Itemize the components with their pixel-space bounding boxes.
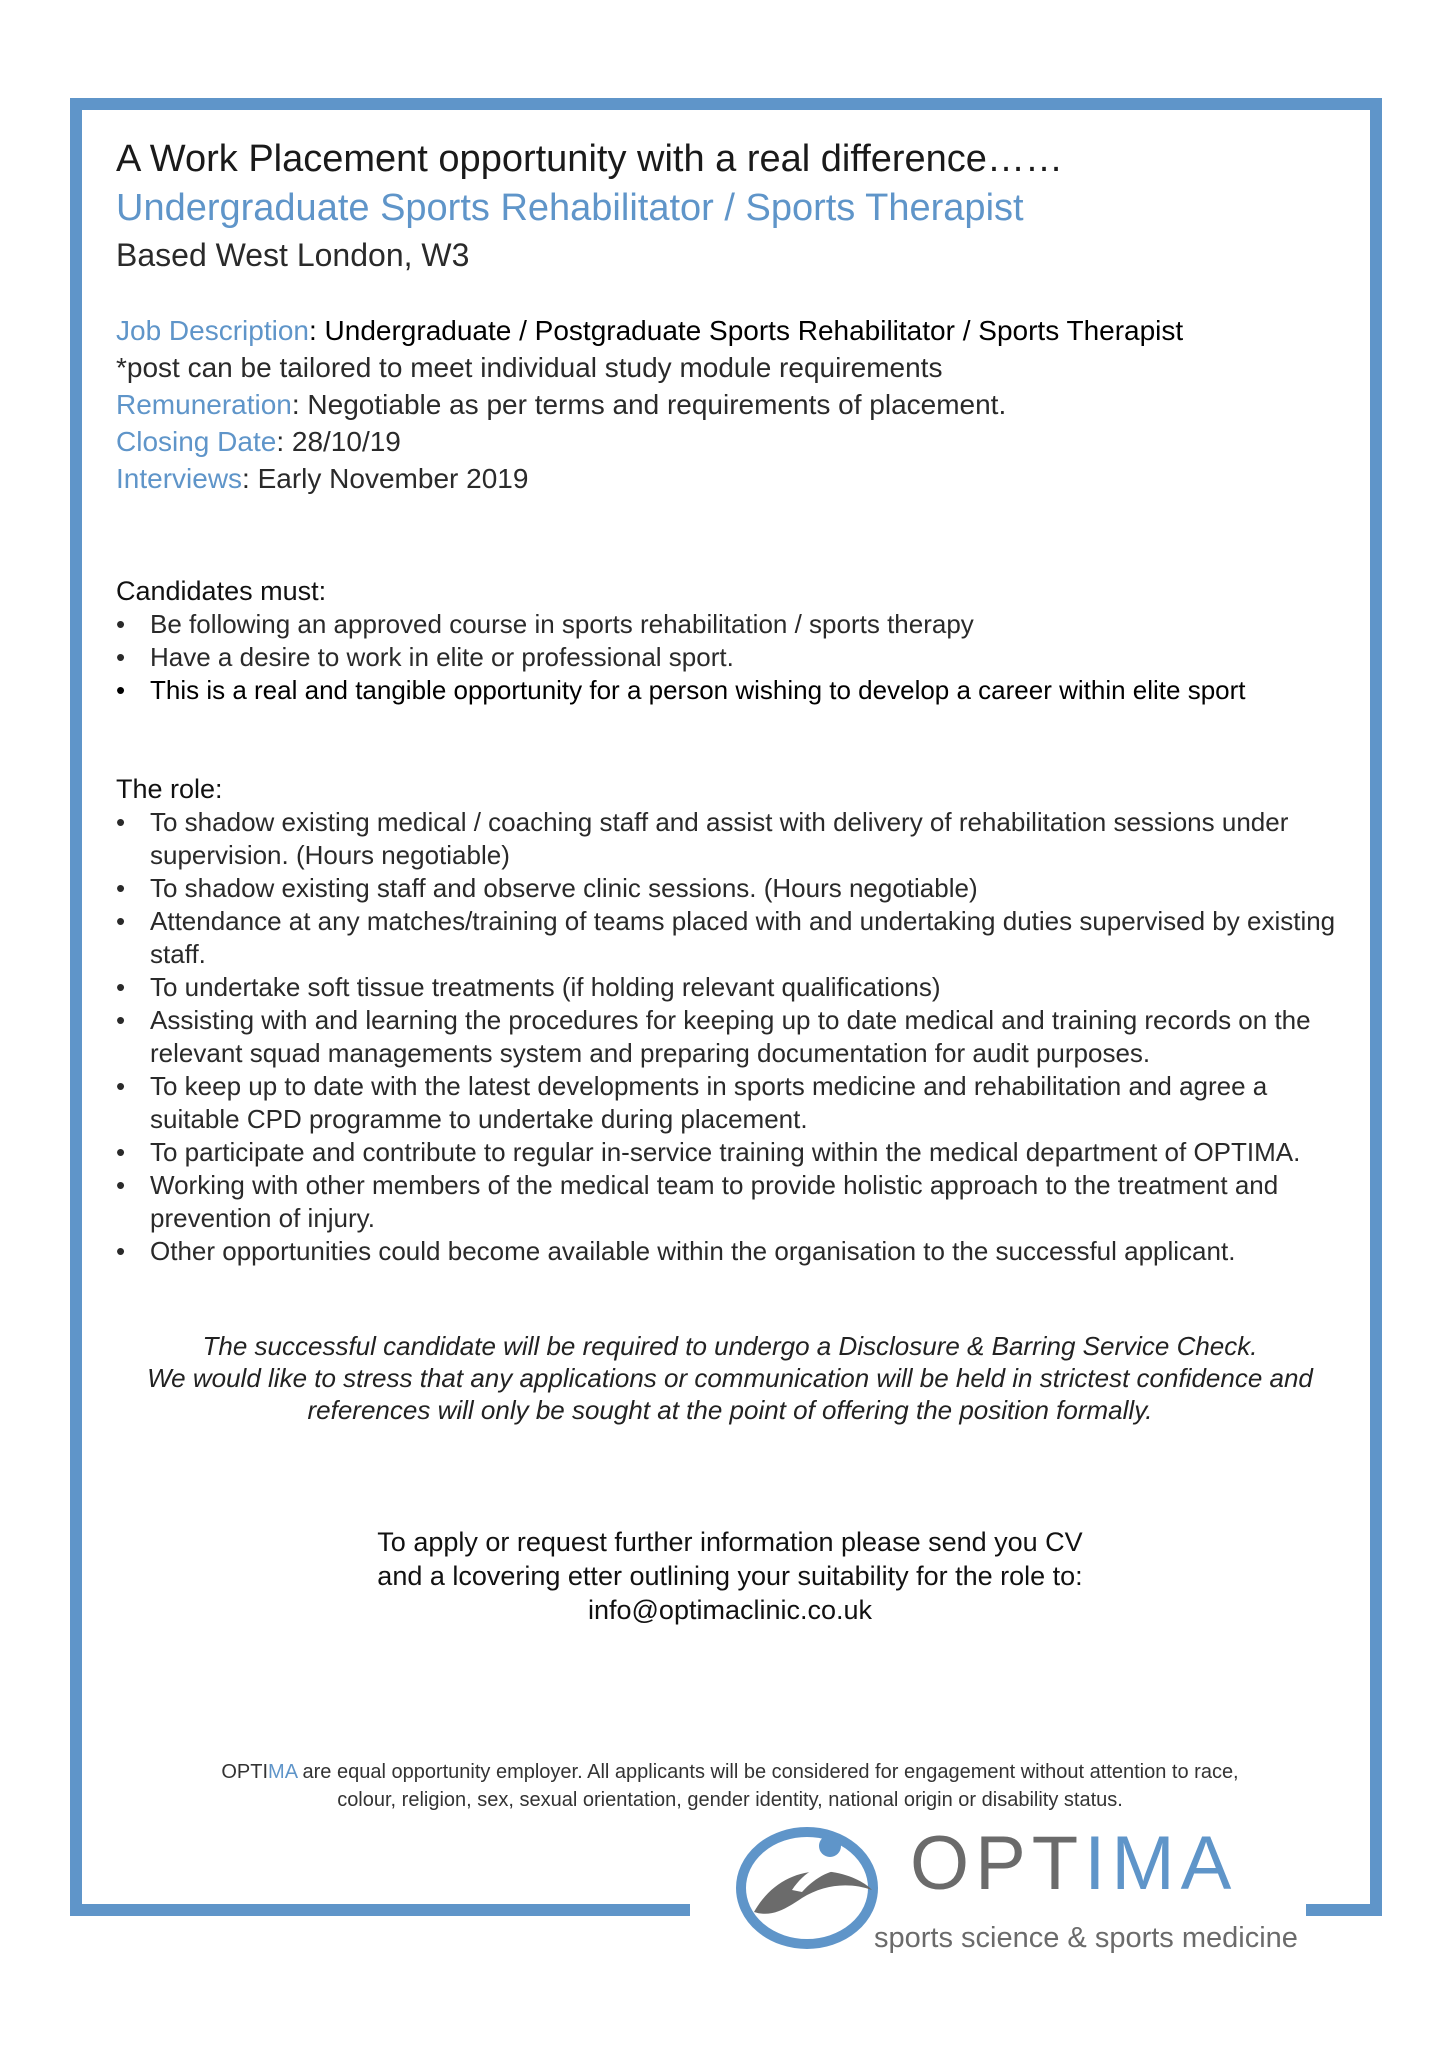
list-item: • This is a real and tangible opportunity for a person wishing to develop a career within elite sport — [116, 674, 1356, 707]
dbs-notice — [110, 1330, 1350, 1426]
logo-swoosh-icon — [732, 1820, 882, 1955]
list-item: • Have a desire to work in elite or professional sport. — [116, 641, 1356, 674]
apply-line: To apply or request further information please send you CV — [377, 1527, 1083, 1557]
frame-right-border — [1370, 98, 1382, 1916]
interviews-line — [116, 460, 1346, 497]
list-item: • To shadow existing staff and observe clinic sessions. (Hours negotiable) — [116, 872, 1346, 905]
remuneration-value: : Negotiable as per terms and requirements of placement. — [291, 389, 1007, 420]
closing-date-label: Closing Date — [116, 426, 277, 457]
brand-name-part: MA — [268, 1761, 297, 1783]
candidates-list — [116, 608, 1356, 707]
closing-date-line — [116, 423, 1346, 460]
list-item: • To undertake soft tissue treatments (if holding relevant qualifications) — [116, 971, 1346, 1004]
job-subtitle: Undergraduate Sports Rehabilitator / Sports Therapist — [116, 187, 1024, 229]
list-item: • Other opportunities could become available within the organisation to the successful applicant. — [116, 1235, 1346, 1268]
job-description-value: : Undergraduate / Postgraduate Sports Rehabilitator / Sports Therapist — [308, 315, 1184, 346]
remuneration-line — [116, 386, 1346, 423]
list-item: • Working with other members of the medical team to provide holistic approach to the treatment and prevention of injury. — [116, 1169, 1346, 1235]
list-item: • Assisting with and learning the procedures for keeping up to date medical and training records on the relevant squad managements system and preparing documentation for audit purposes. — [116, 1004, 1346, 1070]
logo-word-part: OPT — [910, 1821, 1085, 1906]
page-title: A Work Placement opportunity with a real difference…… — [116, 138, 1063, 180]
notice-line: The successful candidate will be required to undergo a Disclosure & Barring Service Check. — [202, 1331, 1258, 1361]
frame-bottom-border-left — [70, 1904, 690, 1916]
equal-opportunity-statement — [120, 1758, 1340, 1814]
closing-date-value: : 28/10/19 — [276, 426, 401, 457]
list-item: • Be following an approved course in sports rehabilitation / sports therapy — [116, 608, 1356, 641]
logo-tagline: sports science & sports medicine — [874, 1922, 1298, 1954]
frame-top-border — [70, 98, 1382, 110]
equal-line — [120, 1758, 1340, 1786]
candidates-section — [116, 574, 1356, 707]
list-item: • Attendance at any matches/training of teams placed with and undertaking duties supervised by existing staff. — [116, 905, 1346, 971]
role-section — [116, 772, 1346, 1268]
job-note: *post can be tailored to meet individual study module requirements — [116, 352, 943, 383]
apply-line: and a lcovering etter outlining your suitability for the role to: — [377, 1561, 1083, 1591]
notice-line: references will only be sought at the point of offering the position formally. — [307, 1395, 1153, 1425]
interviews-value: : Early November 2019 — [242, 463, 529, 494]
job-description-label: Job Description — [116, 315, 309, 346]
brand-name-part: OPTI — [221, 1761, 269, 1783]
optima-logo — [732, 1820, 1298, 1970]
logo-word-part: IMA — [1084, 1821, 1238, 1906]
logo-wordmark — [910, 1821, 1238, 1906]
notice-line: We would like to stress that any applications or communication will be held in strictest confidence and — [147, 1363, 1313, 1393]
equal-line: colour, religion, sex, sexual orientation, gender identity, national origin or disability status. — [337, 1789, 1123, 1811]
list-item: • To shadow existing medical / coaching staff and assist with delivery of rehabilitation sessions under supervision. (Hours negotiable) — [116, 806, 1346, 872]
role-heading: The role: — [116, 774, 223, 804]
apply-email[interactable]: info@optimaclinic.co.uk — [587, 1595, 873, 1625]
job-description-line — [116, 312, 1346, 349]
header-block — [116, 130, 1346, 497]
frame-left-border — [70, 98, 82, 1916]
interviews-label: Interviews — [116, 463, 243, 494]
list-item: • To keep up to date with the latest developments in sports medicine and rehabilitation and agree a suitable CPD programme to undertake during placement. — [116, 1070, 1346, 1136]
apply-section — [110, 1525, 1350, 1627]
location: Based West London, W3 — [116, 237, 470, 273]
frame-bottom-border-right — [1306, 1904, 1382, 1916]
equal-text: are equal opportunity employer. All applicants will be considered for engagement without attention to race, — [296, 1761, 1239, 1783]
list-item: • To participate and contribute to regular in-service training within the medical department of OPTIMA. — [116, 1136, 1346, 1169]
role-list — [116, 806, 1346, 1268]
candidates-heading: Candidates must: — [116, 576, 327, 606]
remuneration-label: Remuneration — [116, 389, 292, 420]
job-details — [116, 312, 1346, 497]
